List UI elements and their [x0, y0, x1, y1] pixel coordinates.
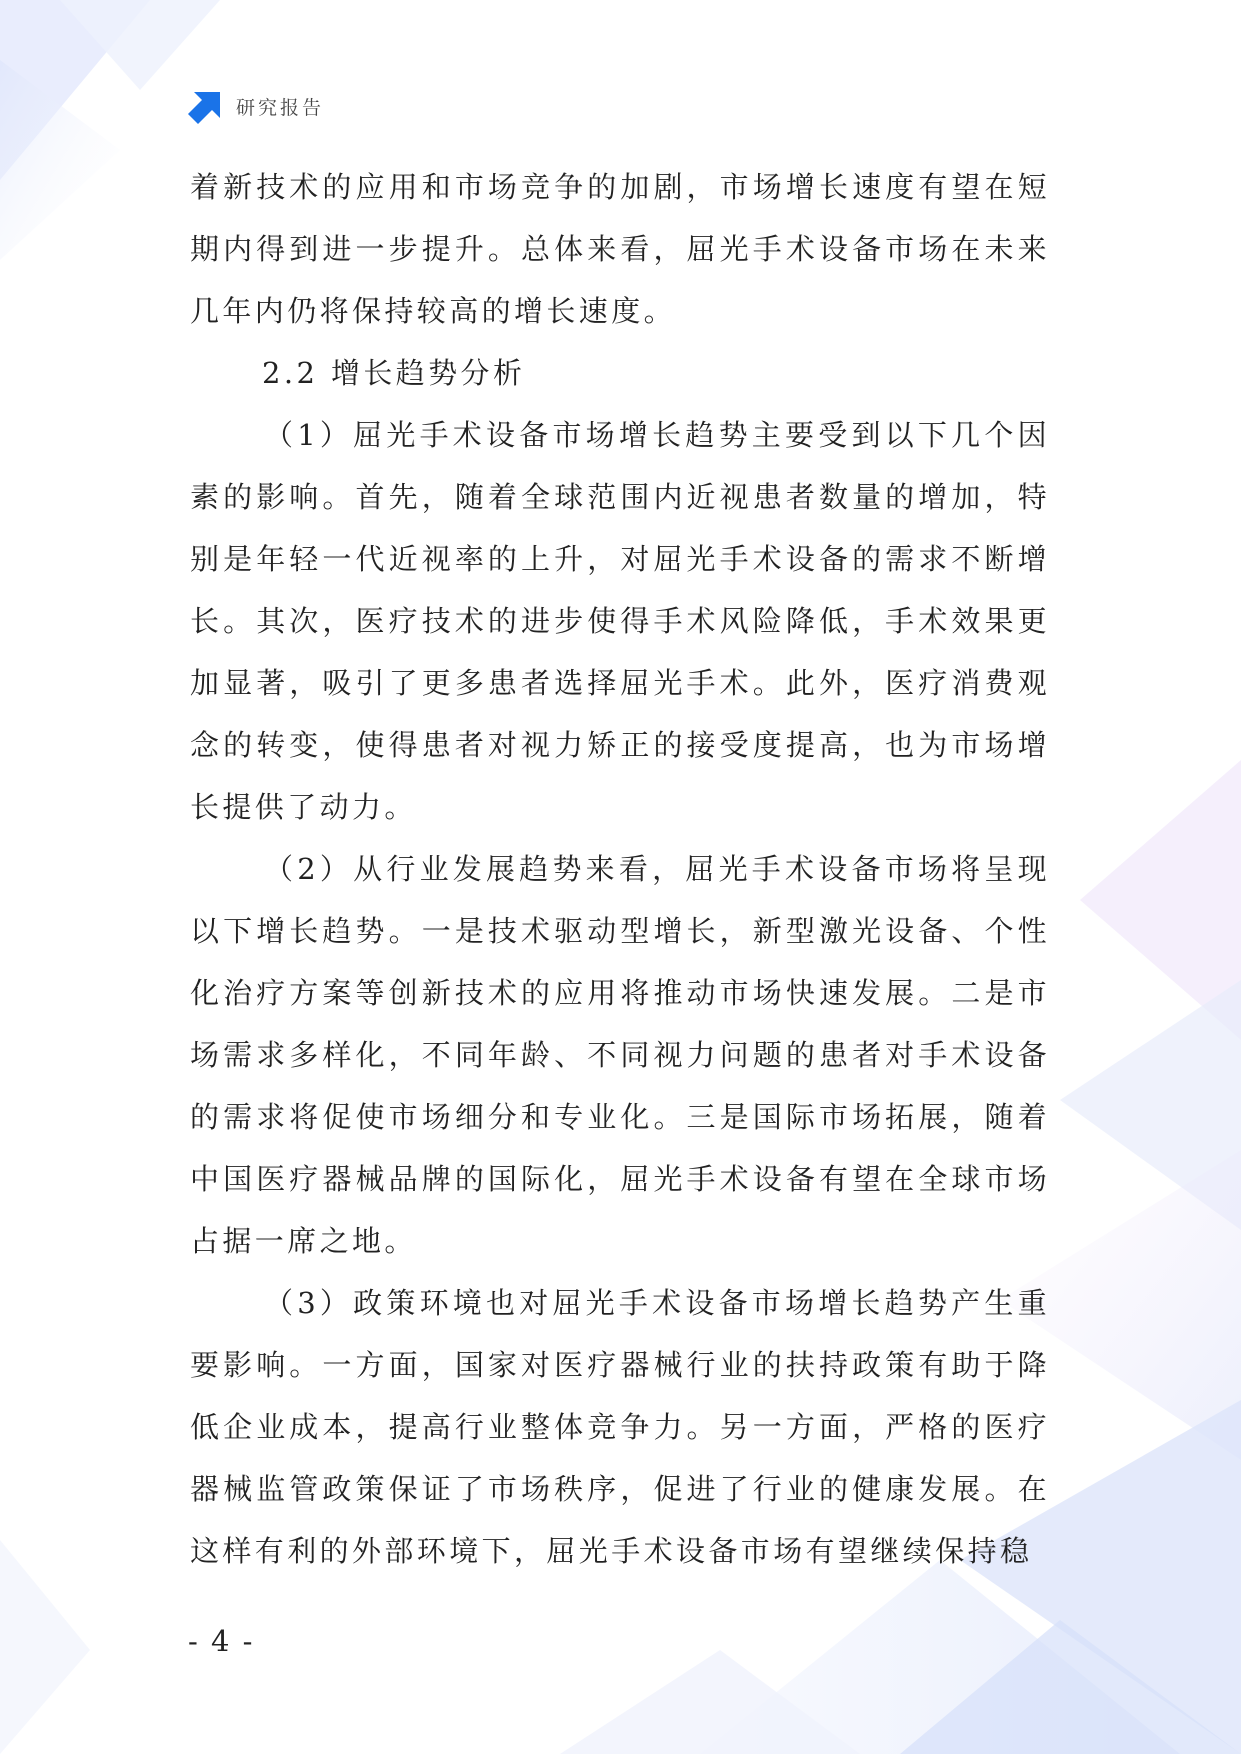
arrow-up-right-icon [188, 88, 224, 124]
document-body [190, 156, 1050, 1582]
paragraph-continued: 着新技术的应用和市场竞争的加剧，市场增长速度有望在短期内得到进一步提升。总体来看，屈光手术设备市场在未来几年内仍将保持较高的增长速度。 [190, 170, 1050, 328]
page-number: - 4 - [188, 1624, 255, 1658]
paragraph-3: （3）政策环境也对屈光手术设备市场增长趋势产生重要影响。一方面，国家对医疗器械行业的扶持政策有助于降低企业成本，提高行业整体竞争力。另一方面，严格的医疗器械监管政策保证了市场秩序，促进了行业的健康发展。在这样有利的外部环境下，屈光手术设备市场有望继续保持稳 [190, 1286, 1050, 1568]
paragraph-1: （1）屈光手术设备市场增长趋势主要受到以下几个因素的影响。首先，随着全球范围内近视患者数量的增加，特别是年轻一代近视率的上升，对屈光手术设备的需求不断增长。其次，医疗技术的进步使得手术风险降低，手术效果更加显著，吸引了更多患者选择屈光手术。此外，医疗消费观念的转变，使得患者对视力矫正的接受度提高，也为市场增长提供了动力。 [190, 418, 1050, 824]
header-title: 研究报告 [236, 96, 325, 119]
paragraph-2: （2）从行业发展趋势来看，屈光手术设备市场将呈现以下增长趋势。一是技术驱动型增长，新型激光设备、个性化治疗方案等创新技术的应用将推动市场快速发展。二是市场需求多样化，不同年龄、不同视力问题的患者对手术设备的需求将促使市场细分和专业化。三是国际市场拓展，随着中国医疗器械品牌的国际化，屈光手术设备有望在全球市场占据一席之地。 [190, 852, 1050, 1258]
report-header [188, 88, 324, 124]
section-heading: 2.2 增长趋势分析 [262, 356, 526, 390]
